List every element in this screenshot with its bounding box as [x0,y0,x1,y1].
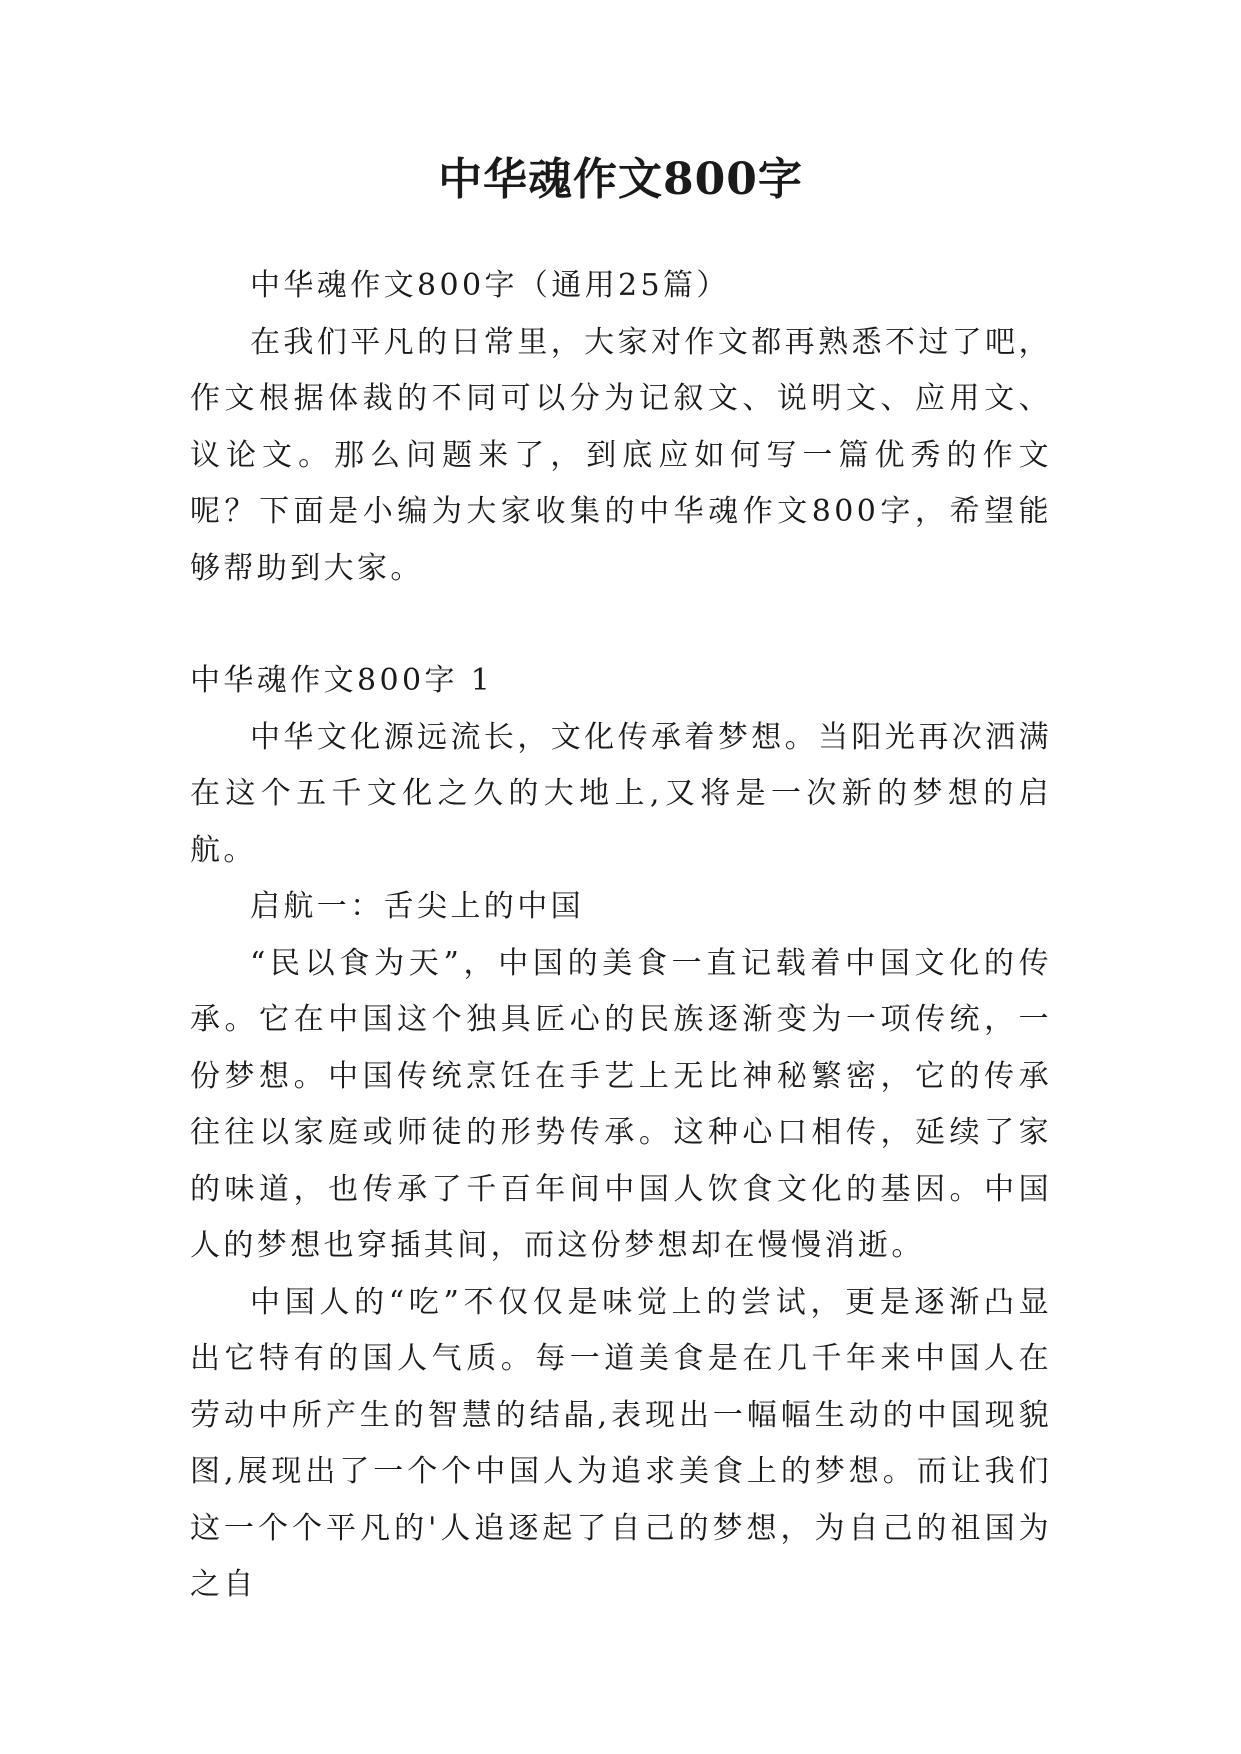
paragraph-2: 启航一：舌尖上的中国 [250,889,584,924]
document-subtitle: 中华魂作文800字（通用25篇） [250,268,730,303]
paragraph-1: 中华文化源远流长，文化传承着梦想。当阳光再次洒满在这个五千文化之久的大地上,又将是一次新的梦想的启航。 [190,719,1052,868]
paragraph-3: “民以食为天”，中国的美食一直记载着中国文化的传承。它在中国这个独具匠心的民族逐渐变为一项传统，一份梦想。中国传统烹饪在手艺上无比神秘繁密，它的传承往往以家庭或师徒的形势传承。这种心口相传，延续了家的味道，也传承了千百年间中国人饮食文化的基因。中国人的梦想也穿插其间，而这份梦想却在慢慢消逝。 [190,945,1052,1263]
intro-paragraph: 在我们平凡的日常里，大家对作文都再熟悉不过了吧，作文根据体裁的不同可以分为记叙文、说明文、应用文、议论文。那么问题来了，到底应如何写一篇优秀的作文呢？下面是小编为大家收集的中华魂作文800字，希望能够帮助到大家。 [190,324,1052,586]
section-heading: 中华魂作文800字 1 [190,663,494,698]
document-body [190,258,1052,1614]
section-gap [190,597,1052,653]
paragraph-4: 中国人的“吃”不仅仅是味觉上的尝试，更是逐渐凸显出它特有的国人气质。每一道美食是在几千年来中国人在劳动中所产生的智慧的结晶,表现出一幅幅生动的中国现貌图,展现出了一个个中国人为追求美食上的梦想。而让我们这一个个平凡的'人追逐起了自己的梦想，为自己的祖国为之自 [190,1284,1052,1602]
document-title: 中华魂作文800字 [438,154,803,205]
